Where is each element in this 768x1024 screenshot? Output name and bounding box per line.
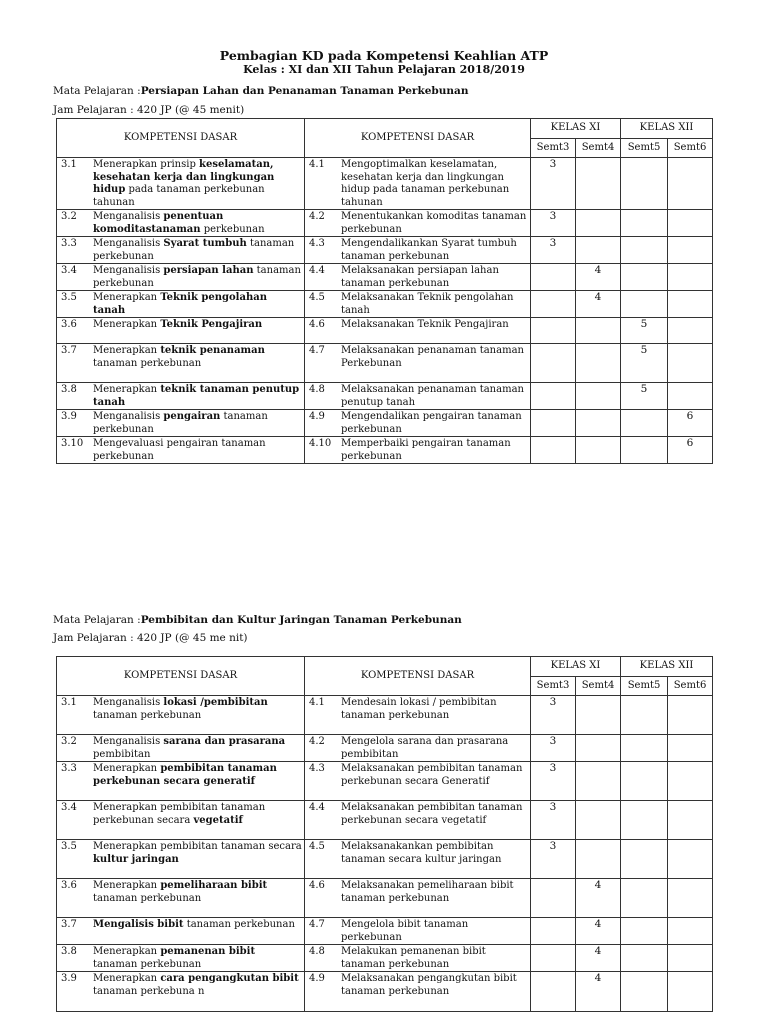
- semester-cell: [668, 696, 713, 735]
- semester-cell: [668, 918, 713, 945]
- table-row: [57, 945, 713, 972]
- semester-cell: [576, 237, 621, 264]
- semester-cell: [668, 972, 713, 1012]
- kd-pengetahuan: [57, 410, 305, 437]
- kd-number: 4.10: [309, 438, 332, 449]
- semester-cell: [576, 801, 621, 840]
- kd-text-segment: vegetatif: [193, 814, 243, 826]
- semester-cell: 4: [576, 972, 621, 1012]
- semester-cell: [621, 696, 668, 735]
- kd-text-segment: Teknik Pengajiran: [160, 319, 263, 330]
- header-semester: Semt3: [531, 677, 576, 696]
- kd-text: [93, 384, 302, 409]
- semester-cell: [531, 437, 576, 464]
- kd-text-segment: Mengevaluasi pengairan tanaman perkebunan: [93, 438, 266, 462]
- kd-number: 4.2: [309, 211, 325, 222]
- header-kelas-xii: KELAS XII: [621, 657, 713, 677]
- document-title: Pembagian KD pada Kompetensi Keahlian ATP: [219, 48, 549, 63]
- kd-number: 4.9: [309, 411, 325, 422]
- header-kelas-xi: KELAS XI: [531, 119, 621, 139]
- header-semester: Semt4: [576, 139, 621, 158]
- semester-cell: 4: [576, 879, 621, 918]
- kd-number: 4.4: [309, 265, 325, 276]
- kd-text-segment: penentuan komoditastanaman: [93, 211, 224, 235]
- kd-number: 4.3: [309, 763, 325, 774]
- kd-pengetahuan: [57, 210, 305, 237]
- kd-text: Melaksanakankan pembibitan tanaman secara kultur jaringan: [341, 841, 502, 865]
- kd-keterampilan: [305, 945, 531, 972]
- mapel-label: Mata Pelajaran :: [53, 85, 141, 97]
- semester-cell: [576, 210, 621, 237]
- kd-text-segment: pembibitan tanaman perkebunan secara generatif: [93, 763, 277, 787]
- table-row: [57, 801, 713, 840]
- kd-text-segment: sarana dan prasarana: [163, 736, 286, 747]
- kd-text-segment: pada tanaman perkebunan tahunan: [93, 184, 265, 208]
- kd-text-segment: Menerapkan: [93, 292, 161, 303]
- kd-text-segment: lokasi /pembibitan: [163, 697, 268, 708]
- kd-number: 4.5: [309, 292, 325, 303]
- kd-pengetahuan: [57, 879, 305, 918]
- kd-number: 3.5: [61, 292, 77, 303]
- kd-keterampilan: [305, 801, 531, 840]
- kd-text: [93, 438, 302, 463]
- kd-text: [93, 736, 302, 761]
- kd-keterampilan: [305, 264, 531, 291]
- kd-text: [93, 880, 302, 905]
- jam-pelajaran-1: Jam Pelajaran : 420 JP (@ 45 menit): [53, 104, 245, 116]
- kd-pengetahuan: [57, 344, 305, 383]
- kd-text-segment: Menganalisis: [93, 697, 164, 708]
- kd-number: 3.4: [61, 265, 77, 276]
- semester-cell: [621, 210, 668, 237]
- kd-text-segment: pemanenan bibit: [160, 946, 256, 957]
- kd-text: [93, 697, 302, 722]
- table-row: [57, 840, 713, 879]
- semester-cell: 3: [531, 237, 576, 264]
- kd-text: Mengoptimalkan keselamatan, kesehatan kerja dan lingkungan hidup pada tanaman perkebunan tahunan: [341, 159, 510, 208]
- semester-cell: [576, 158, 621, 210]
- kd-number: 3.5: [61, 841, 77, 852]
- kd-text-segment: persiapan lahan: [163, 265, 254, 276]
- kd-number: 4.5: [309, 841, 325, 852]
- header-kompetensi-dasar-3: KOMPETENSI DASAR: [57, 119, 305, 158]
- semester-cell: [531, 383, 576, 410]
- kd-text-segment: Teknik pengolahan tanah: [93, 292, 267, 316]
- kd-text-segment: tanaman perkebunan: [93, 411, 268, 435]
- semester-cell: [621, 158, 668, 210]
- kd-text: [93, 919, 302, 932]
- kd-text-segment: Menerapkan: [93, 763, 161, 774]
- table-row: [57, 410, 713, 437]
- kd-text-segment: tanaman perkebunan: [93, 265, 301, 289]
- kd-text: [93, 946, 302, 971]
- semester-cell: [621, 437, 668, 464]
- table-row: [57, 696, 713, 735]
- mapel-label: Mata Pelajaran :: [53, 614, 141, 626]
- kd-number: 3.1: [61, 697, 77, 708]
- semester-cell: 3: [531, 801, 576, 840]
- semester-cell: [668, 291, 713, 318]
- kd-text-segment: tanaman perkebunan: [93, 892, 202, 904]
- kd-keterampilan: [305, 696, 531, 735]
- kd-pengetahuan: [57, 840, 305, 879]
- kd-text-segment: tanaman perkebuna n: [93, 985, 205, 997]
- semester-cell: 3: [531, 696, 576, 735]
- kd-text: [93, 345, 302, 370]
- table-row: [57, 210, 713, 237]
- semester-cell: [668, 210, 713, 237]
- kd-number: 3.2: [61, 211, 77, 222]
- kd-text: [93, 211, 302, 236]
- kd-number: 4.4: [309, 802, 325, 813]
- kd-text: Mendesain lokasi / pembibitan tanaman perkebunan: [341, 697, 497, 721]
- kd-number: 3.8: [61, 946, 77, 957]
- kd-table-2: [56, 656, 713, 1012]
- kd-keterampilan: [305, 879, 531, 918]
- kd-text-segment: Menganalisis: [93, 211, 164, 222]
- kd-number: 3.2: [61, 736, 77, 747]
- kd-text: [93, 238, 302, 263]
- kd-number: 3.6: [61, 319, 77, 330]
- kd-text-segment: tanaman perkebunan: [93, 958, 202, 970]
- semester-cell: 4: [576, 945, 621, 972]
- semester-cell: [621, 801, 668, 840]
- kd-number: 3.8: [61, 384, 77, 395]
- semester-cell: [576, 696, 621, 735]
- semester-cell: [531, 918, 576, 945]
- kd-number: 4.1: [309, 159, 325, 170]
- semester-cell: [576, 735, 621, 762]
- kd-number: 3.9: [61, 411, 77, 422]
- kd-text-segment: perkebunan: [200, 223, 265, 235]
- kd-keterampilan: [305, 437, 531, 464]
- kd-keterampilan: [305, 344, 531, 383]
- semester-cell: [576, 840, 621, 879]
- semester-cell: [531, 945, 576, 972]
- header-semester: Semt4: [576, 677, 621, 696]
- header-kelas-xi: KELAS XI: [531, 657, 621, 677]
- semester-cell: [576, 762, 621, 801]
- semester-cell: [668, 801, 713, 840]
- kd-number: 3.6: [61, 880, 77, 891]
- header-kompetensi-dasar-4: KOMPETENSI DASAR: [305, 657, 531, 696]
- kd-text-segment: pengairan: [163, 411, 221, 422]
- jam-pelajaran-2: Jam Pelajaran : 420 JP (@ 45 me nit): [53, 632, 248, 644]
- kd-number: 4.7: [309, 919, 325, 930]
- kd-pengetahuan: [57, 801, 305, 840]
- kd-keterampilan: [305, 158, 531, 210]
- kd-number: 4.7: [309, 345, 325, 356]
- kd-text: [93, 265, 302, 290]
- semester-cell: 6: [668, 410, 713, 437]
- header-kelas-xii: KELAS XII: [621, 119, 713, 139]
- semester-cell: [621, 918, 668, 945]
- kd-text-segment: Menerapkan: [93, 345, 161, 356]
- kd-pengetahuan: [57, 696, 305, 735]
- semester-cell: [621, 410, 668, 437]
- kd-text: Memperbaiki pengairan tanaman perkebunan: [341, 438, 511, 462]
- kd-text: [93, 292, 302, 317]
- semester-cell: [576, 318, 621, 344]
- kd-text-segment: Menganalisis: [93, 411, 164, 422]
- kd-text: Mengendalikankan Syarat tumbuh tanaman perkebunan: [341, 238, 517, 262]
- kd-keterampilan: [305, 383, 531, 410]
- kd-text-segment: Menerapkan prinsip: [93, 159, 200, 170]
- kd-number: 3.7: [61, 919, 77, 930]
- kd-text: Melaksanakan pengangkutan bibit tanaman perkebunan: [341, 973, 517, 997]
- kd-text-segment: kultur jaringan: [93, 853, 179, 865]
- kd-text: [93, 763, 302, 788]
- kd-keterampilan: [305, 291, 531, 318]
- header-semester: Semt6: [668, 677, 713, 696]
- kd-text-segment: pemeliharaan bibit: [160, 880, 268, 891]
- header-kompetensi-dasar-4: KOMPETENSI DASAR: [305, 119, 531, 158]
- kd-text: [93, 802, 302, 827]
- header-semester: Semt6: [668, 139, 713, 158]
- table-row: [57, 318, 713, 344]
- kd-text-segment: Menerapkan: [93, 946, 161, 957]
- semester-cell: 3: [531, 762, 576, 801]
- header-kompetensi-dasar-3: KOMPETENSI DASAR: [57, 657, 305, 696]
- kd-text: Melaksanakan Teknik Pengajiran: [341, 319, 509, 330]
- kd-text: [93, 319, 302, 332]
- table-row: [57, 264, 713, 291]
- semester-cell: [621, 879, 668, 918]
- kd-keterampilan: [305, 762, 531, 801]
- kd-number: 3.7: [61, 345, 77, 356]
- kd-text-segment: tanaman perkebunan: [93, 357, 202, 369]
- kd-text: Melaksanakan penanaman tanaman Perkebunan: [341, 345, 524, 369]
- kd-text-segment: Menganalisis: [93, 238, 164, 249]
- semester-cell: 5: [621, 344, 668, 383]
- kd-pengetahuan: [57, 762, 305, 801]
- kd-keterampilan: [305, 918, 531, 945]
- kd-number: 4.6: [309, 319, 325, 330]
- semester-cell: [668, 264, 713, 291]
- semester-cell: [668, 762, 713, 801]
- kd-number: 4.9: [309, 973, 325, 984]
- kd-text-segment: teknik penanaman: [160, 345, 265, 356]
- kd-text: Melaksanakan pembibitan tanaman perkebunan secara Generatif: [341, 763, 523, 787]
- header-semester: Semt3: [531, 139, 576, 158]
- semester-cell: [668, 344, 713, 383]
- semester-cell: [576, 410, 621, 437]
- kd-number: 4.3: [309, 238, 325, 249]
- kd-pengetahuan: [57, 437, 305, 464]
- semester-cell: 3: [531, 840, 576, 879]
- kd-text: Menentukankan komoditas tanaman perkebunan: [341, 211, 527, 235]
- header-semester: Semt5: [621, 677, 668, 696]
- table-row: [57, 437, 713, 464]
- kd-text: Melaksanakan persiapan lahan tanaman perkebunan: [341, 265, 499, 289]
- semester-cell: [668, 879, 713, 918]
- semester-cell: [531, 879, 576, 918]
- kd-text: Melaksanakan pemeliharaan bibit tanaman perkebunan: [341, 880, 514, 904]
- semester-cell: [531, 972, 576, 1012]
- semester-cell: 4: [576, 918, 621, 945]
- kd-pengetahuan: [57, 918, 305, 945]
- table-row: [57, 237, 713, 264]
- kd-text-segment: Menerapkan: [93, 880, 161, 891]
- kd-text-segment: tanaman perkebunan: [183, 919, 295, 930]
- kd-text-segment: pembibitan: [93, 748, 151, 760]
- semester-cell: [668, 735, 713, 762]
- table-row: [57, 762, 713, 801]
- kd-pengetahuan: [57, 264, 305, 291]
- kd-keterampilan: [305, 237, 531, 264]
- kd-text: Mengelola bibit tanaman perkebunan: [341, 919, 469, 943]
- semester-cell: 6: [668, 437, 713, 464]
- kd-text: [93, 411, 302, 436]
- semester-cell: [668, 945, 713, 972]
- kd-number: 3.10: [61, 438, 84, 449]
- kd-keterampilan: [305, 318, 531, 344]
- kd-pengetahuan: [57, 291, 305, 318]
- kd-keterampilan: [305, 410, 531, 437]
- kd-text-segment: keselamatan, kesehatan kerja dan lingkungan hidup: [93, 159, 275, 195]
- kd-pengetahuan: [57, 237, 305, 264]
- kd-text-segment: cara pengangkutan bibit: [160, 973, 299, 984]
- kd-text: Melaksanakan pembibitan tanaman perkebunan secara vegetatif: [341, 802, 523, 826]
- table-row: [57, 918, 713, 945]
- semester-cell: [621, 291, 668, 318]
- kd-text-segment: Menerapkan pembibitan tanaman secara: [93, 841, 302, 852]
- kd-text-segment: Menerapkan: [93, 384, 161, 395]
- table-row: [57, 158, 713, 210]
- mata-pelajaran-2: [53, 614, 462, 626]
- semester-cell: 5: [621, 318, 668, 344]
- kd-text-segment: Menerapkan: [93, 973, 161, 984]
- kd-text: Melaksanakan Teknik pengolahan tanah: [341, 292, 514, 316]
- kd-text-segment: Mengalisis bibit: [93, 919, 184, 930]
- semester-cell: [621, 972, 668, 1012]
- semester-cell: [668, 158, 713, 210]
- table-row: [57, 344, 713, 383]
- semester-cell: [621, 840, 668, 879]
- semester-cell: 4: [576, 291, 621, 318]
- kd-pengetahuan: [57, 318, 305, 344]
- semester-cell: [621, 945, 668, 972]
- header-semester: Semt5: [621, 139, 668, 158]
- kd-text-segment: Menganalisis: [93, 736, 164, 747]
- semester-cell: [531, 410, 576, 437]
- table-row: [57, 291, 713, 318]
- kd-text-segment: Menganalisis: [93, 265, 164, 276]
- kd-number: 3.3: [61, 238, 77, 249]
- semester-cell: [668, 237, 713, 264]
- kd-keterampilan: [305, 840, 531, 879]
- kd-text: Mengendalikan pengairan tanaman perkebunan: [341, 411, 522, 435]
- kd-number: 3.3: [61, 763, 77, 774]
- semester-cell: [621, 237, 668, 264]
- semester-cell: [531, 264, 576, 291]
- kd-pengetahuan: [57, 383, 305, 410]
- kd-text: [93, 841, 302, 866]
- kd-number: 4.2: [309, 736, 325, 747]
- kd-text-segment: Syarat tumbuh: [163, 238, 247, 249]
- kd-keterampilan: [305, 210, 531, 237]
- semester-cell: [621, 264, 668, 291]
- table-row: [57, 879, 713, 918]
- kd-number: 4.8: [309, 384, 325, 395]
- document-subtitle: Kelas : XI dan XII Tahun Pelajaran 2018/2019: [243, 63, 525, 76]
- semester-cell: [576, 383, 621, 410]
- kd-pengetahuan: [57, 735, 305, 762]
- kd-number: 3.9: [61, 973, 77, 984]
- kd-text: Mengelola sarana dan prasarana pembibitan: [341, 736, 509, 760]
- semester-cell: [621, 762, 668, 801]
- semester-cell: 5: [621, 383, 668, 410]
- semester-cell: [576, 344, 621, 383]
- mapel-name: Persiapan Lahan dan Penanaman Tanaman Perkebunan: [140, 85, 469, 97]
- semester-cell: [531, 344, 576, 383]
- kd-number: 4.8: [309, 946, 325, 957]
- semester-cell: 3: [531, 210, 576, 237]
- kd-number: 4.6: [309, 880, 325, 891]
- kd-number: 4.1: [309, 697, 325, 708]
- semester-cell: [531, 291, 576, 318]
- semester-cell: 3: [531, 158, 576, 210]
- kd-pengetahuan: [57, 945, 305, 972]
- semester-cell: [668, 318, 713, 344]
- kd-table-1: [56, 118, 713, 464]
- kd-text: Melakukan pemanenan bibit tanaman perkebunan: [341, 946, 486, 970]
- table-row: [57, 972, 713, 1012]
- kd-pengetahuan: [57, 158, 305, 210]
- semester-cell: [668, 840, 713, 879]
- kd-text-segment: tanaman perkebunan: [93, 709, 202, 721]
- table-row: [57, 383, 713, 410]
- semester-cell: 3: [531, 735, 576, 762]
- kd-keterampilan: [305, 972, 531, 1012]
- kd-keterampilan: [305, 735, 531, 762]
- kd-number: 3.1: [61, 159, 77, 170]
- semester-cell: [668, 383, 713, 410]
- kd-text-segment: tanaman perkebunan: [93, 238, 295, 262]
- semester-cell: [531, 318, 576, 344]
- kd-text: Melaksanakan penanaman tanaman penutup tanah: [341, 384, 524, 408]
- semester-cell: 4: [576, 264, 621, 291]
- kd-text-segment: Menerapkan: [93, 319, 161, 330]
- mapel-name: Pembibitan dan Kultur Jaringan Tanaman Perkebunan: [140, 614, 462, 626]
- kd-text: [93, 159, 302, 209]
- kd-text-segment: Menerapkan pembibitan tanaman perkebunan secara: [93, 802, 266, 826]
- kd-text-segment: teknik tanaman penutup tanah: [93, 384, 300, 408]
- mata-pelajaran-1: [53, 85, 468, 97]
- kd-number: 3.4: [61, 802, 77, 813]
- semester-cell: [621, 735, 668, 762]
- kd-text: [93, 973, 302, 998]
- kd-pengetahuan: [57, 972, 305, 1012]
- table-row: [57, 735, 713, 762]
- semester-cell: [576, 437, 621, 464]
